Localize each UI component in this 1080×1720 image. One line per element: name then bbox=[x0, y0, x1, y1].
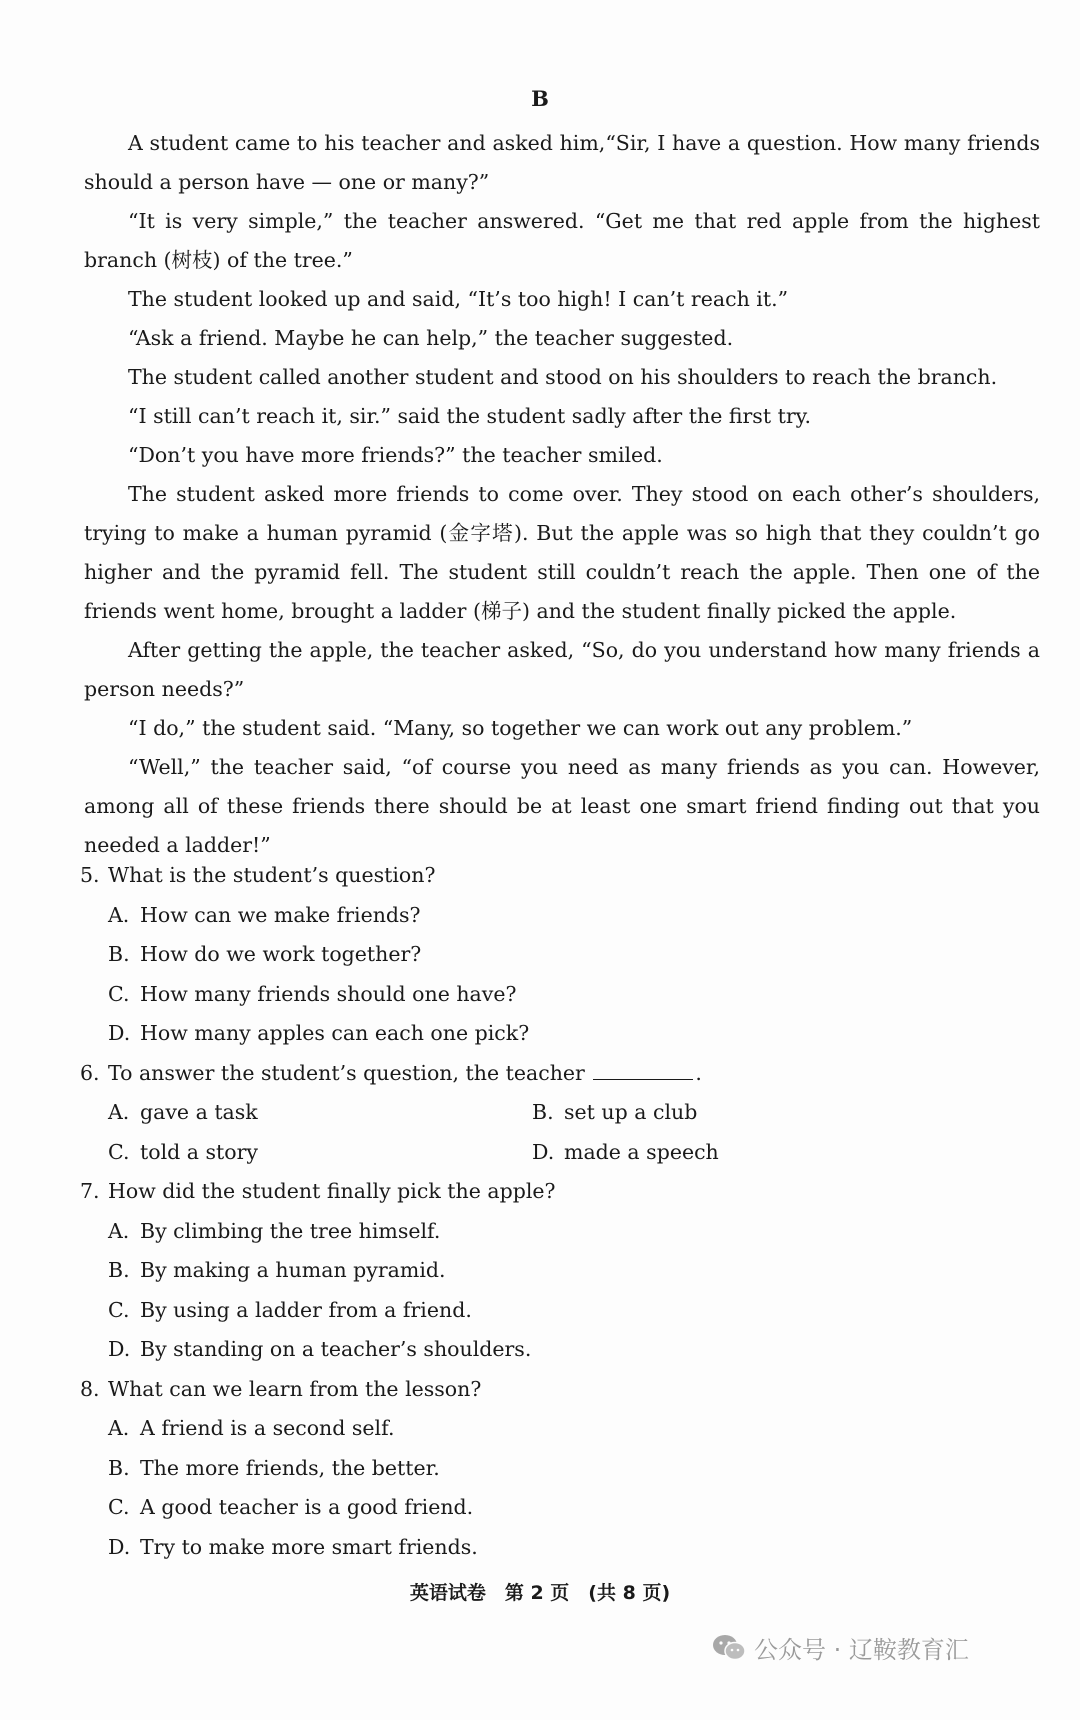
option-d bbox=[532, 1133, 956, 1173]
option-b bbox=[80, 935, 1040, 975]
option-text: By standing on a teacher’s shoulders. bbox=[140, 1337, 532, 1361]
option-letter: D. bbox=[532, 1139, 555, 1164]
passage-paragraph: “Ask a friend. Maybe he can help,” the teacher suggested. bbox=[128, 326, 734, 350]
option-d bbox=[80, 1528, 1040, 1568]
question-stem bbox=[80, 1054, 1040, 1094]
option-letter: A. bbox=[108, 1218, 130, 1243]
option-b bbox=[80, 1251, 1040, 1291]
option-c bbox=[108, 1133, 532, 1173]
question-stem bbox=[80, 1172, 1040, 1212]
option-letter: B. bbox=[108, 1455, 130, 1480]
passage-paragraph: “I do,” the student said. “Many, so together we can work out any problem.” bbox=[128, 716, 913, 740]
passage-paragraph: “It is very simple,” the teacher answered. “Get me that red apple from the highest branch (树枝) of the tree.” bbox=[84, 209, 1040, 272]
option-letter: B. bbox=[532, 1100, 554, 1124]
option-d bbox=[80, 1014, 1040, 1054]
option-text: How many friends should one have? bbox=[140, 981, 517, 1006]
option-text: set up a club bbox=[564, 1100, 698, 1124]
option-c bbox=[80, 1488, 1040, 1528]
option-a bbox=[80, 896, 1040, 936]
option-row bbox=[80, 1093, 1040, 1133]
question-text: What can we learn from the lesson? bbox=[108, 1376, 482, 1401]
question-number: 6. bbox=[80, 1060, 100, 1085]
option-text: told a story bbox=[140, 1139, 258, 1164]
question-number: 8. bbox=[80, 1376, 100, 1401]
option-text: A good teacher is a good friend. bbox=[140, 1495, 474, 1519]
question-7 bbox=[80, 1172, 1040, 1370]
wechat-icon bbox=[712, 1634, 746, 1662]
option-text: A friend is a second self. bbox=[140, 1416, 395, 1440]
option-b bbox=[532, 1093, 956, 1133]
option-text: How many apples can each one pick? bbox=[140, 1021, 530, 1045]
section-title: B bbox=[531, 86, 549, 111]
question-number: 7. bbox=[80, 1179, 100, 1203]
option-letter: B. bbox=[108, 942, 130, 966]
question-stem bbox=[80, 856, 1040, 896]
option-letter: B. bbox=[108, 1258, 130, 1282]
passage-paragraph: The student looked up and said, “It’s too high! I can’t reach it.” bbox=[128, 287, 789, 311]
question-number: 5. bbox=[80, 863, 100, 887]
option-row bbox=[80, 1133, 1040, 1173]
question-text: What is the student’s question? bbox=[108, 863, 436, 887]
question-text: To answer the student’s question, the teacher bbox=[108, 1060, 585, 1085]
option-letter: C. bbox=[108, 981, 130, 1006]
question-text: How did the student finally pick the apple? bbox=[108, 1179, 556, 1203]
option-a bbox=[108, 1093, 532, 1133]
question-stem bbox=[80, 1370, 1040, 1410]
option-text: By making a human pyramid. bbox=[140, 1258, 446, 1282]
option-letter: A. bbox=[108, 1416, 130, 1440]
option-text: How can we make friends? bbox=[140, 902, 421, 927]
option-text: made a speech bbox=[564, 1139, 719, 1164]
question-8 bbox=[80, 1370, 1040, 1568]
option-letter: C. bbox=[108, 1495, 130, 1519]
question-end-punct: . bbox=[695, 1060, 702, 1085]
passage-paragraph: “Don’t you have more friends?” the teacher smiled. bbox=[128, 443, 663, 467]
option-c bbox=[80, 1291, 1040, 1331]
option-letter: C. bbox=[108, 1139, 130, 1164]
watermark-text: 公众号 · 辽鞍教育汇 bbox=[754, 1636, 969, 1664]
option-text: By climbing the tree himself. bbox=[140, 1218, 441, 1243]
option-c bbox=[80, 975, 1040, 1015]
option-letter: C. bbox=[108, 1297, 130, 1322]
passage-paragraph: After getting the apple, the teacher asked, “So, do you understand how many friends a person needs?” bbox=[84, 638, 1040, 701]
passage-paragraph: The student asked more friends to come over. They stood on each other’s shoulders, trying to make a human pyramid (金字塔). But the apple was so high that they couldn’t go higher and the pyramid fell. The student still couldn’t reach the apple. Then one of the friends went home, brought a ladder (梯子) and the student finally picked the apple. bbox=[84, 482, 1040, 623]
option-letter: A. bbox=[108, 1100, 130, 1124]
reading-passage bbox=[84, 124, 1040, 865]
option-text: How do we work together? bbox=[140, 942, 422, 966]
option-text: Try to make more smart friends. bbox=[140, 1534, 478, 1559]
passage-paragraph: “Well,” the teacher said, “of course you need as many friends as you can. However, among all of these friends there should be at least one smart friend finding out that you needed a ladder!” bbox=[84, 755, 1040, 857]
option-a bbox=[80, 1212, 1040, 1252]
option-letter: D. bbox=[108, 1337, 131, 1361]
option-b bbox=[80, 1449, 1040, 1489]
option-text: The more friends, the better. bbox=[140, 1455, 440, 1480]
answer-blank bbox=[593, 1061, 693, 1080]
option-letter: A. bbox=[108, 902, 130, 927]
passage-paragraph: “I still can’t reach it, sir.” said the student sadly after the first try. bbox=[128, 404, 811, 428]
page-footer: 英语试卷 第 2 页 (共 8 页) bbox=[409, 1582, 671, 1604]
option-letter: D. bbox=[108, 1534, 131, 1559]
question-5 bbox=[80, 856, 1040, 1054]
question-6 bbox=[80, 1054, 1040, 1173]
option-a bbox=[80, 1409, 1040, 1449]
passage-paragraph: A student came to his teacher and asked him,“Sir, I have a question. How many friends should a person have — one or many?” bbox=[84, 131, 1040, 194]
option-d bbox=[80, 1330, 1040, 1370]
option-letter: D. bbox=[108, 1021, 131, 1045]
question-list bbox=[80, 856, 1040, 1567]
option-text: By using a ladder from a friend. bbox=[140, 1297, 472, 1322]
watermark bbox=[712, 1630, 969, 1665]
passage-paragraph: The student called another student and stood on his shoulders to reach the branch. bbox=[128, 365, 998, 389]
option-text: gave a task bbox=[140, 1100, 258, 1124]
